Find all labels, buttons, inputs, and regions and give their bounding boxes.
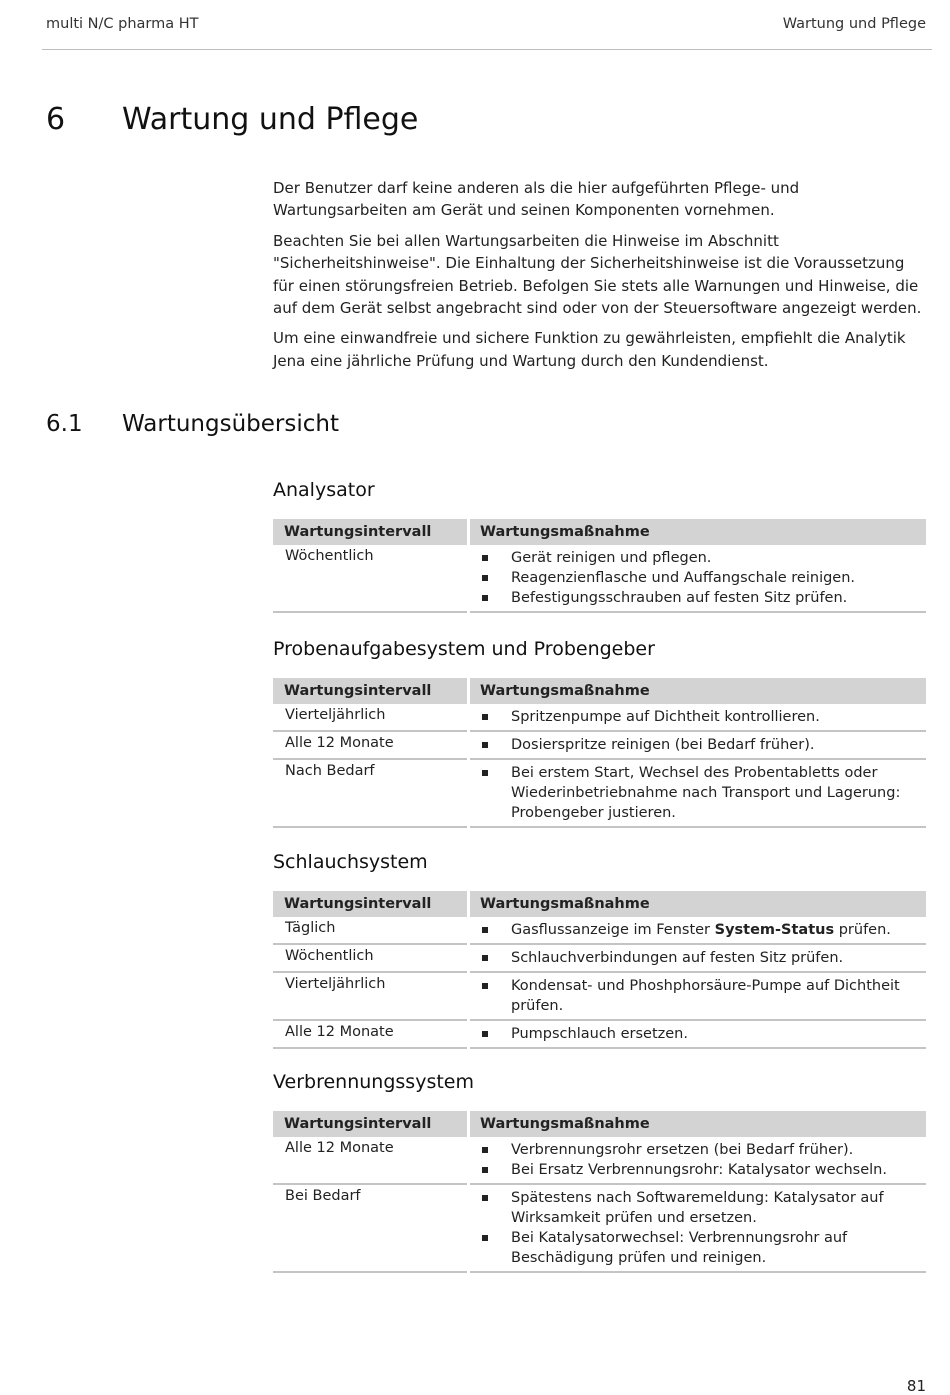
table-row bbox=[273, 545, 926, 613]
table-row bbox=[273, 1185, 926, 1273]
chapter-title: Wartung und Pflege bbox=[122, 102, 419, 137]
list-item: Bei Ersatz Verbrennungsrohr: Katalysator wechseln. bbox=[470, 1160, 926, 1180]
chapter-number: 6 bbox=[46, 102, 66, 137]
section-number: 6.1 bbox=[46, 411, 83, 437]
col-header-action: Wartungsmaßnahme bbox=[470, 519, 926, 545]
header-rule bbox=[42, 49, 932, 50]
bullet-square-icon bbox=[482, 983, 488, 989]
interval-cell: Vierteljährlich bbox=[273, 704, 467, 732]
interval-cell: Täglich bbox=[273, 917, 467, 945]
table-row bbox=[273, 760, 926, 828]
table-row bbox=[273, 917, 926, 945]
interval-cell: Bei Bedarf bbox=[273, 1185, 467, 1273]
action-cell bbox=[470, 760, 926, 828]
list-item: Verbrennungsrohr ersetzen (bei Bedarf früher). bbox=[470, 1140, 926, 1160]
table-title-probenaufgabesystem: Probenaufgabesystem und Probengeber bbox=[273, 638, 655, 660]
table-header bbox=[273, 519, 926, 545]
table-row bbox=[273, 973, 926, 1021]
list-item: Gerät reinigen und pflegen. bbox=[470, 548, 926, 568]
table-row bbox=[273, 732, 926, 760]
bullet-square-icon bbox=[482, 770, 488, 776]
col-header-interval: Wartungsintervall bbox=[273, 891, 467, 917]
table-row bbox=[273, 945, 926, 973]
intro-text bbox=[273, 177, 925, 380]
bullet-square-icon bbox=[482, 1235, 488, 1241]
interval-cell: Nach Bedarf bbox=[273, 760, 467, 828]
action-cell bbox=[470, 1137, 926, 1185]
interval-cell: Wöchentlich bbox=[273, 945, 467, 973]
list-item: Spätestens nach Softwaremeldung: Katalysator auf Wirksamkeit prüfen und ersetzen. bbox=[470, 1188, 926, 1228]
bullet-square-icon bbox=[482, 927, 488, 933]
table-title-verbrennungssystem: Verbrennungssystem bbox=[273, 1071, 474, 1093]
action-cell bbox=[470, 945, 926, 973]
table-title-analysator: Analysator bbox=[273, 479, 375, 501]
table-header bbox=[273, 891, 926, 917]
action-cell bbox=[470, 545, 926, 613]
interval-cell: Wöchentlich bbox=[273, 545, 467, 613]
action-cell bbox=[470, 917, 926, 945]
list-item: Bei erstem Start, Wechsel des Probentabletts oder Wiederinbetriebnahme nach Transport und Lagerung: Probengeber justieren. bbox=[470, 763, 926, 823]
table-header bbox=[273, 1111, 926, 1137]
list-item: Gasflussanzeige im Fenster System-Status prüfen. bbox=[470, 920, 926, 940]
list-item: Schlauchverbindungen auf festen Sitz prüfen. bbox=[470, 948, 926, 968]
interval-cell: Vierteljährlich bbox=[273, 973, 467, 1021]
action-cell bbox=[470, 1021, 926, 1049]
bullet-square-icon bbox=[482, 1031, 488, 1037]
bullet-square-icon bbox=[482, 575, 488, 581]
bullet-square-icon bbox=[482, 714, 488, 720]
table-title-schlauchsystem: Schlauchsystem bbox=[273, 851, 428, 873]
page-number: 81 bbox=[906, 1377, 926, 1395]
bullet-square-icon bbox=[482, 955, 488, 961]
maintenance-table-analysator bbox=[273, 519, 926, 613]
running-header-right: Wartung und Pflege bbox=[782, 16, 926, 32]
list-item: Kondensat- und Phoshphorsäure-Pumpe auf Dichtheit prüfen. bbox=[470, 976, 926, 1016]
table-row bbox=[273, 704, 926, 732]
table-header bbox=[273, 678, 926, 704]
action-cell bbox=[470, 1185, 926, 1273]
bullet-square-icon bbox=[482, 555, 488, 561]
table-row bbox=[273, 1137, 926, 1185]
bullet-square-icon bbox=[482, 1195, 488, 1201]
list-item: Bei Katalysatorwechsel: Verbrennungsrohr auf Beschädigung prüfen und reinigen. bbox=[470, 1228, 926, 1268]
list-item: Pumpschlauch ersetzen. bbox=[470, 1024, 926, 1044]
list-item: Reagenzienflasche und Auffangschale reinigen. bbox=[470, 568, 926, 588]
col-header-action: Wartungsmaßnahme bbox=[470, 891, 926, 917]
interval-cell: Alle 12 Monate bbox=[273, 1137, 467, 1185]
bullet-square-icon bbox=[482, 742, 488, 748]
interval-cell: Alle 12 Monate bbox=[273, 1021, 467, 1049]
bullet-square-icon bbox=[482, 595, 488, 601]
maintenance-table-verbrennungssystem bbox=[273, 1111, 926, 1273]
col-header-interval: Wartungsintervall bbox=[273, 1111, 467, 1137]
section-title: Wartungsübersicht bbox=[122, 411, 339, 437]
running-header-left: multi N/C pharma HT bbox=[46, 16, 199, 32]
maintenance-table-schlauchsystem bbox=[273, 891, 926, 1049]
list-item: Spritzenpumpe auf Dichtheit kontrollieren. bbox=[470, 707, 926, 727]
col-header-interval: Wartungsintervall bbox=[273, 678, 467, 704]
intro-paragraph: Beachten Sie bei allen Wartungsarbeiten die Hinweise im Abschnitt "Sicherheitshinweise". Die Einhaltung der Sicherheitshinweise ist die Voraussetzung für einen störungsfreien Betrieb. Befolgen Sie stets alle Warnungen und Hinweise, die auf dem Gerät selbst angebracht sind oder von der Steuersoftware angezeigt werden. bbox=[273, 231, 922, 318]
bullet-square-icon bbox=[482, 1167, 488, 1173]
action-cell bbox=[470, 973, 926, 1021]
col-header-action: Wartungsmaßnahme bbox=[470, 678, 926, 704]
bullet-square-icon bbox=[482, 1147, 488, 1153]
table-row bbox=[273, 1021, 926, 1049]
ui-term: System-Status bbox=[714, 922, 835, 938]
list-item: Befestigungsschrauben auf festen Sitz prüfen. bbox=[470, 588, 926, 608]
intro-paragraph: Der Benutzer darf keine anderen als die hier aufgeführten Pflege- und Wartungsarbeiten am Gerät und seinen Komponenten vornehmen. bbox=[273, 179, 800, 220]
action-cell bbox=[470, 704, 926, 732]
interval-cell: Alle 12 Monate bbox=[273, 732, 467, 760]
col-header-interval: Wartungsintervall bbox=[273, 519, 467, 545]
action-cell bbox=[470, 732, 926, 760]
intro-paragraph: Um eine einwandfreie und sichere Funktion zu gewährleisten, empfiehlt die Analytik Jena eine jährliche Prüfung und Wartung durch den Kundendienst. bbox=[273, 329, 906, 370]
col-header-action: Wartungsmaßnahme bbox=[470, 1111, 926, 1137]
list-item: Dosierspritze reinigen (bei Bedarf früher). bbox=[470, 735, 926, 755]
maintenance-table-probenaufgabesystem bbox=[273, 678, 926, 828]
